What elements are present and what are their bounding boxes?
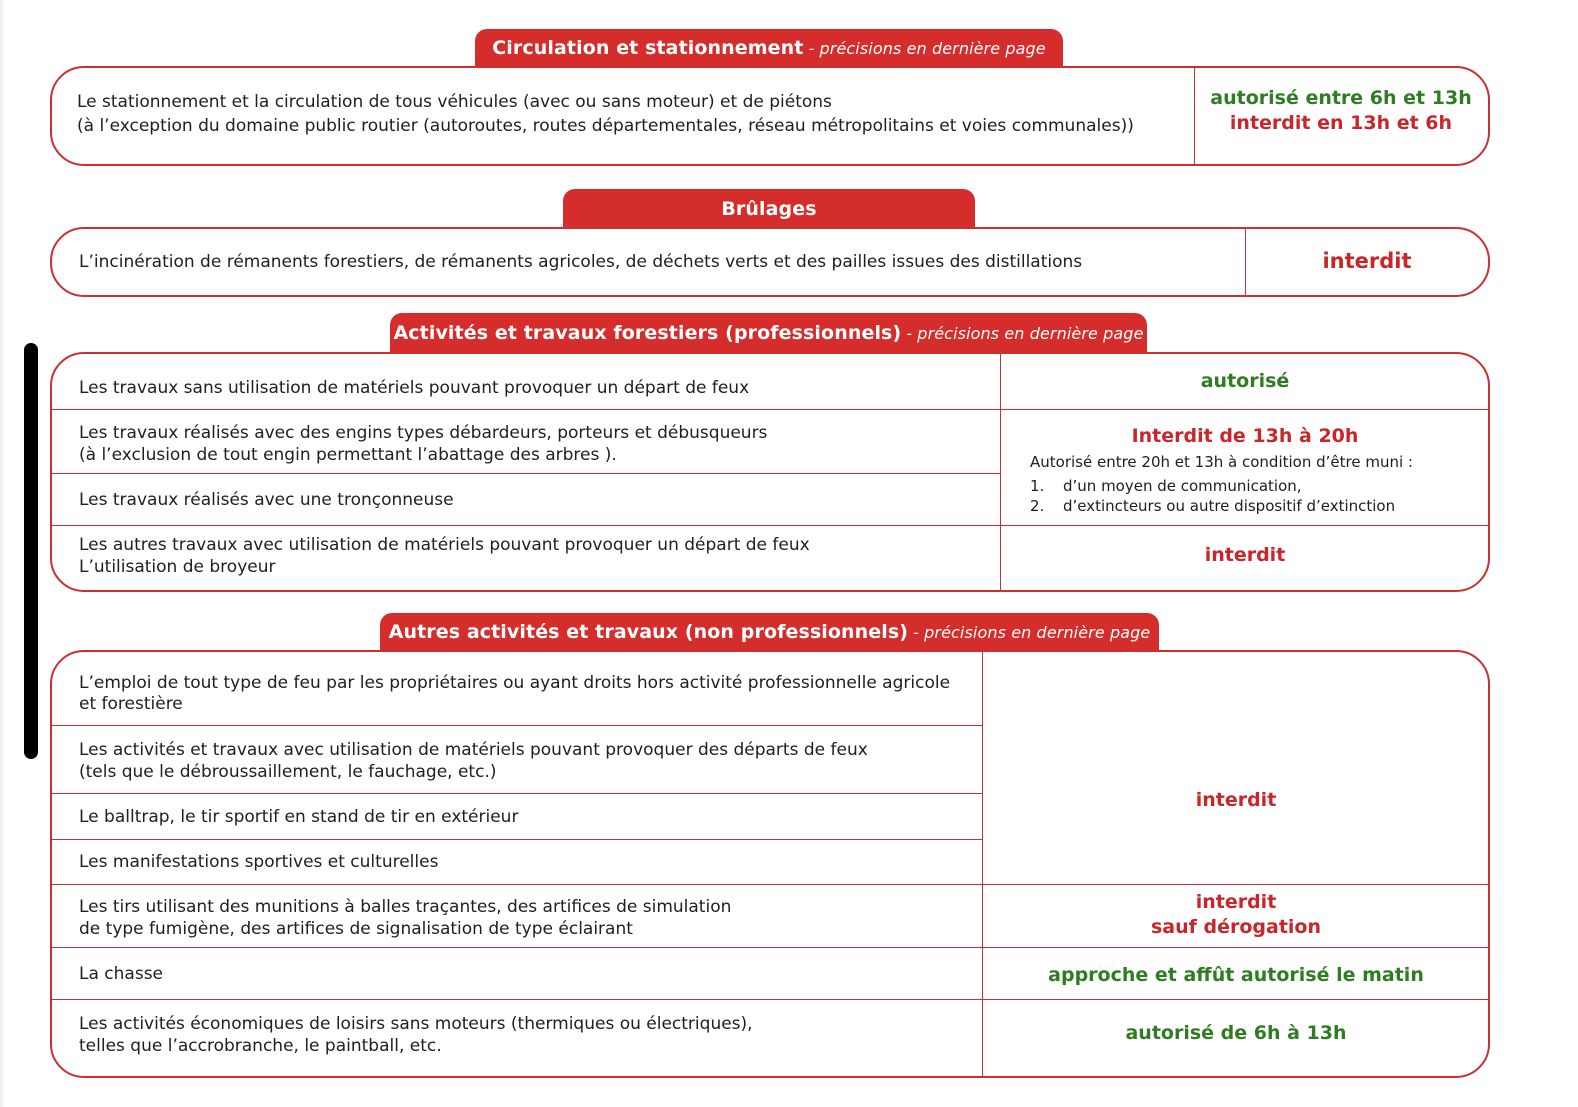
section-autres-header [380,613,1159,651]
divider [1245,228,1246,296]
forestiers-row1-status: autorisé [1200,370,1290,392]
autres-row7-line1: Les activités économiques de loisirs sans moteurs (thermiques ou électriques), [79,1014,753,1034]
section-forestiers-subtitle: - précisions en dernière page [906,323,1144,343]
autres-row7-status: autorisé de 6h à 13h [1125,1022,1347,1044]
section-brulages-header [563,189,975,229]
section-autres-subtitle: - précisions en dernière page [913,622,1151,642]
autres-row5-line2: de type fumigène, des artifices de signalisation de type éclairant [79,919,633,939]
divider [1194,67,1195,165]
brulages-text: L’incinération de rémanents forestiers, de rémanents agricoles, de déchets verts et des pailles issues des distillations [79,252,1083,272]
divider [1000,353,1001,591]
section-circulation-title: Circulation et stationnement [492,37,804,59]
autres-row4-text: Les manifestations sportives et culturelles [79,852,439,872]
autres-row7-line2: telles que l’accrobranche, le paintball, etc. [79,1036,442,1056]
row-divider [52,947,1488,948]
section-autres-title: Autres activités et travaux (non professionnels) [388,621,909,643]
circulation-text-line1: Le stationnement et la circulation de tous véhicules (avec ou sans moteur) et de piétons [77,92,832,112]
autres-row3-text: Le balltrap, le tir sportif en stand de tir en extérieur [79,807,519,827]
section-forestiers-title: Activités et travaux forestiers (professionnels) [393,322,902,344]
forestiers-row1-text: Les travaux sans utilisation de matériels pouvant provoquer un départ de feux [79,378,750,398]
forestiers-item1: d’un moyen de communication, [1063,477,1302,495]
section-forestiers-header [390,313,1147,353]
autres-row5-status-line2: sauf dérogation [1150,916,1322,938]
row-divider [52,473,1000,474]
autres-row2-line1: Les activités et travaux avec utilisation de matériels pouvant provoquer des départs de feux [79,740,868,760]
brulages-status: interdit [1322,249,1412,273]
row-divider [52,884,1488,885]
autres-row5-line1: Les tirs utilisant des munitions à balles traçantes, des artifices de simulation [79,897,732,917]
autres-row1-line1: L’emploi de tout type de feu par les propriétaires ou ayant droits hors activité professionnelle agricole [79,673,951,693]
row-divider [52,525,1488,526]
forestiers-row4-line1: Les autres travaux avec utilisation de matériels pouvant provoquer un départ de feux [79,535,810,555]
forestiers-row2-line2: (à l’exclusion de tout engin permettant l’abattage des arbres ). [79,445,617,465]
forestiers-item2: d’extincteurs ou autre dispositif d’extinction [1063,497,1396,515]
row-divider [52,839,982,840]
forestiers-item2-number: 2. [1030,497,1045,515]
forestiers-row3-text: Les travaux réalisés avec une tronçonneuse [79,490,454,510]
row-divider [52,793,982,794]
circulation-status-allowed: autorisé entre 6h et 13h [1210,87,1472,109]
circulation-status-forbidden: interdit en 13h et 6h [1229,112,1453,134]
forestiers-row23-status: Interdit de 13h à 20h [1131,425,1359,447]
section-brulages-title: Brûlages [721,198,817,220]
row-divider [52,409,1488,410]
section-circulation-subtitle: - précisions en dernière page [808,38,1046,58]
scroll-indicator[interactable] [24,343,38,759]
autres-row6-status: approche et affût autorisé le matin [1048,964,1424,986]
forestiers-row2-line1: Les travaux réalisés avec des engins types débardeurs, porteurs et débusqueurs [79,423,768,443]
autres-row1-line2: et forestière [79,694,183,714]
circulation-text-line2: (à l’exception du domaine public routier (autoroutes, routes départementales, réseau métropolitains et voies communales)) [77,116,1134,136]
row-divider [52,725,982,726]
forestiers-row4-line2: L’utilisation de broyeur [79,557,276,577]
section-circulation-header [475,29,1063,67]
page-edge [0,0,3,1107]
autres-rows1to4-status: interdit [1195,789,1277,811]
autres-row5-status-line1: interdit [1195,891,1277,913]
forestiers-row23-condition: Autorisé entre 20h et 13h à condition d’être muni : [1030,453,1413,471]
forestiers-item1-number: 1. [1030,477,1045,495]
autres-row6-text: La chasse [79,964,164,984]
row-divider [52,999,1488,1000]
divider [982,651,983,1077]
autres-row2-line2: (tels que le débroussaillement, le fauchage, etc.) [79,762,497,782]
forestiers-row4-status: interdit [1204,544,1286,566]
